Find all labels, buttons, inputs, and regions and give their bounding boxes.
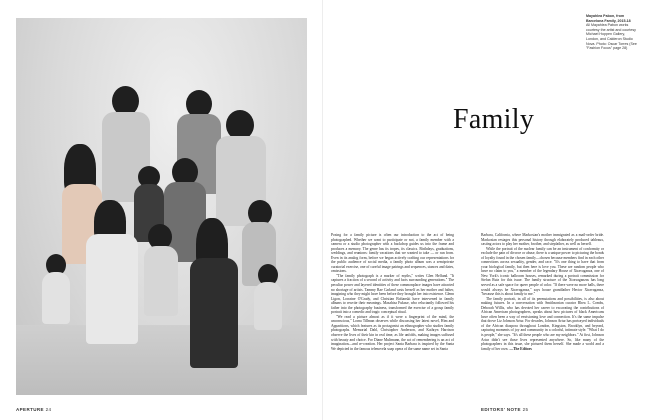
family-photograph: [16, 18, 307, 395]
paragraph: Barbara, California, where Markosian's mother immigrated as a mail-order bride. Markosian restages this personal history through elaborately produced tableaux, casting actors to play her mother, brother, and stepfather, as well as herself.: [481, 233, 604, 247]
editors-signature: —The Editors: [509, 346, 532, 351]
section-name: EDITORS' NOTE: [481, 407, 521, 412]
article-title: Family: [453, 104, 535, 135]
text-column: [331, 233, 454, 351]
paragraph: Posing for a family picture is often our introduction to the act of being photographed. Whether we want to participate or not, a family member with a camera or a studio photographer with a backdrop guides us into the frame and produces a memory. The genre has its tropes, its classics. Birthdays, graduations, weddings, and reunions: family vacations that we wanted to take — or run from. Even in its analog form, before we began actively crafting our representations for the public audience of social media, a family photo album was a semiprivate curatorial exercise, one of careful image pairings and sequences, stances and dates, omissions.: [331, 233, 454, 274]
paragraph: "The family photograph is a marker of myths," writes Glen Helfand. "It captures a fraction of a second of activity and facts surrounding generations." The peculiar power and layered identities of these commonplace images have attracted no shortage of artists. Tammy Rae Carland casts herself as her mother and father, imagining who they might have been before they brought her into existence. Glenn Ligon, Lorraine O'Grady, and Christian Boltanski have intervened in family albums to rewrite their meanings. Masahisa Fukase, who reluctantly followed his father into the photography business, transformed the exercise of a group family portrait into a comedic and tragic conceptual ritual.: [331, 273, 454, 315]
paragraph: While the portrait of the nuclear family can be an instrument of conformity or exclude the pain of divorce or abuse, there is a unique power to picturing the bonds of loyalty found in the chosen family—chosen because members find in each other connections across sexuality, gender, and race. "It's one thing to have that from your biological family, but then here is love you. These are random people who have no claim to you," a member of the legendary House of Xtravaganza, one of New York's iconic ballroom houses, remarked during a portrait commission for Stefan Ruiz for this issue. The family structure of the Xtravaganzas has long served as a safe space for queer people of color. "If there were no more balls, there would always be Xtravaganza," says house grandfather Hector Xtravaganza, "because this is about family to me.": [481, 246, 604, 297]
page-number: 25: [522, 407, 529, 412]
caption-title: Mayahlea Pabon, from Barcelona Family, 2015-18: [586, 14, 631, 23]
paragraph: "We read a picture almost as if it were a fingerprint of the mind, the unconscious," Lorna Tillman observes while discussing her latest novel, Him and Apparitions, which features as its protagonist an ethnographer who studies family photographs. Memorial Dahl, Christopher Anderson, and Kathryn Harrison observe the lives of their kin in real time, as life unfolds, making images suffused with beauty and choice. For Diane Multmann, the act of remembering is an act of imagination—and re-creation. Her project Santa Barbara is inspired by the Santa We depicted in the famous telenovela soap opera of the same name set in Santa: [331, 314, 454, 351]
floor: [16, 325, 307, 395]
photo-caption: [586, 14, 638, 51]
left-folio: [16, 407, 51, 412]
right-folio: [481, 407, 528, 412]
page-number: 24: [45, 407, 52, 412]
paragraph-text: The family portrait, in all of its permutations and possibilities, is also about making futures. In a conversation with Smithsonian curator Rhea L. Combs, Deborah Willis, who has devoted her career to excavating the contributions of African American photographers, speaks about how pictures of black Americans have often been a way of envisioning love and connection. It's the same impulse that drove Liz Johnson Artur. For decades, Johnson Artur has portrayed individuals of the African diaspora throughout London, Kingston, Brooklyn, and beyond, capturing moments of joy and community in a colorful, intimate style. "What I do is people," she says. "It's all these people who are my neighbors." At first, Johnson Artur didn't see those lives represented anywhere. So, like many of the photographers in this issue, she pictured them herself. She made a world and a family of her own.: [481, 296, 604, 351]
magazine-name: APERTURE: [16, 407, 44, 412]
right-page: [323, 0, 646, 420]
paragraph: [481, 297, 604, 352]
text-column: [481, 233, 604, 351]
caption-credit: All Mayahlea Pabon works courtesy the artist and courtesy Michael Hoppen Gallery, London, and Calderon Studio Nova. Photo: Oscar Torres (See "Fashion Focus" page 28): [586, 23, 637, 51]
